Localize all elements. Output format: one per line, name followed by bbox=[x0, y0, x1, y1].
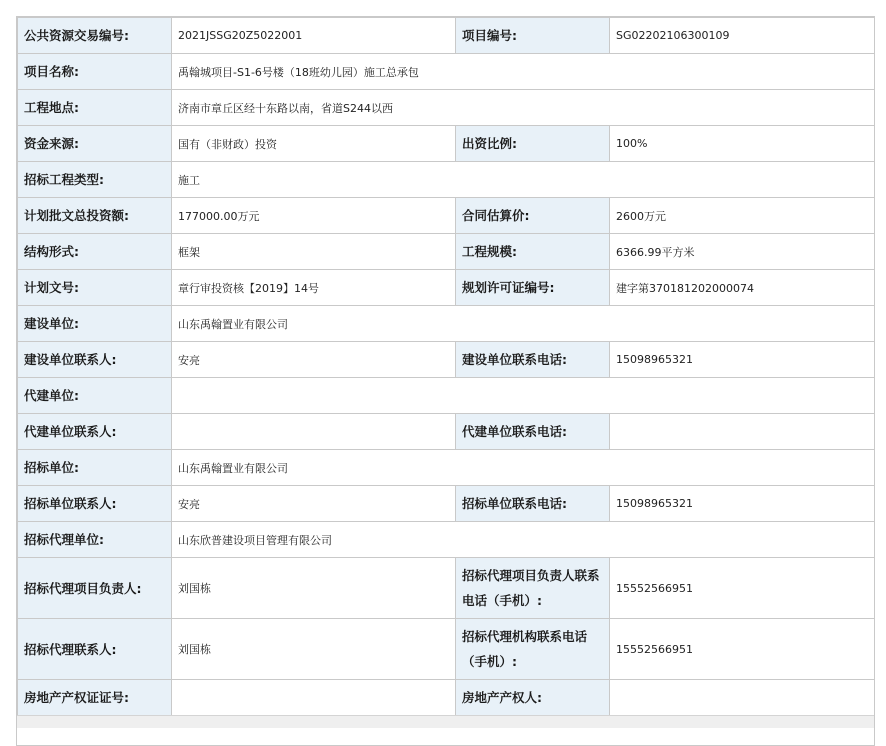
table-row bbox=[18, 680, 875, 716]
field-label: 代建单位联系电话: bbox=[456, 414, 610, 450]
field-value: 山东禹翰置业有限公司 bbox=[172, 450, 875, 486]
field-value: 6366.99平方米 bbox=[610, 234, 875, 270]
table-row bbox=[18, 486, 875, 522]
field-value: 山东欣普建设项目管理有限公司 bbox=[172, 522, 875, 558]
field-value: 安亮 bbox=[172, 342, 456, 378]
field-value: 15098965321 bbox=[610, 342, 875, 378]
table-row bbox=[18, 126, 875, 162]
field-label: 建设单位联系电话: bbox=[456, 342, 610, 378]
table-row bbox=[18, 378, 875, 414]
field-value bbox=[610, 680, 875, 716]
field-value: 15098965321 bbox=[610, 486, 875, 522]
field-value: 建字第370181202000074 bbox=[610, 270, 875, 306]
table-row bbox=[18, 90, 875, 126]
field-value bbox=[610, 414, 875, 450]
field-label: 招标代理单位: bbox=[18, 522, 172, 558]
field-label: 招标代理项目负责人: bbox=[18, 558, 172, 619]
field-value: SG02202106300109 bbox=[610, 18, 875, 54]
table-row bbox=[18, 234, 875, 270]
field-value: 禹翰城项目-S1-6号楼（18班幼儿园）施工总承包 bbox=[172, 54, 875, 90]
field-value: 177000.00万元 bbox=[172, 198, 456, 234]
field-value: 框架 bbox=[172, 234, 456, 270]
field-value: 山东禹翰置业有限公司 bbox=[172, 306, 875, 342]
field-label: 代建单位: bbox=[18, 378, 172, 414]
field-value: 100% bbox=[610, 126, 875, 162]
table-row bbox=[18, 54, 875, 90]
field-label: 工程地点: bbox=[18, 90, 172, 126]
field-label: 招标单位联系人: bbox=[18, 486, 172, 522]
table-row bbox=[18, 619, 875, 680]
field-value bbox=[172, 680, 456, 716]
field-label: 房地产产权证证号: bbox=[18, 680, 172, 716]
field-label: 招标单位联系电话: bbox=[456, 486, 610, 522]
field-label: 招标代理机构联系电话（手机）: bbox=[456, 619, 610, 680]
field-value: 刘国栋 bbox=[172, 619, 456, 680]
field-label: 房地产产权人: bbox=[456, 680, 610, 716]
field-label: 计划文号: bbox=[18, 270, 172, 306]
field-value bbox=[172, 378, 875, 414]
table-row bbox=[18, 450, 875, 486]
field-label: 合同估算价: bbox=[456, 198, 610, 234]
field-label: 计划批文总投资额: bbox=[18, 198, 172, 234]
table-row bbox=[18, 270, 875, 306]
field-label: 项目名称: bbox=[18, 54, 172, 90]
table-row bbox=[18, 306, 875, 342]
field-value: 国有（非财政）投资 bbox=[172, 126, 456, 162]
field-label: 资金来源: bbox=[18, 126, 172, 162]
table-row bbox=[18, 522, 875, 558]
field-value: 安亮 bbox=[172, 486, 456, 522]
table-row bbox=[18, 198, 875, 234]
table-row bbox=[18, 162, 875, 198]
field-label: 招标单位: bbox=[18, 450, 172, 486]
table-row bbox=[18, 18, 875, 54]
field-label: 结构形式: bbox=[18, 234, 172, 270]
field-value: 15552566951 bbox=[610, 619, 875, 680]
field-label: 工程规模: bbox=[456, 234, 610, 270]
field-value: 施工 bbox=[172, 162, 875, 198]
field-label: 建设单位联系人: bbox=[18, 342, 172, 378]
field-value: 章行审投资核【2019】14号 bbox=[172, 270, 456, 306]
field-label: 代建单位联系人: bbox=[18, 414, 172, 450]
field-label: 招标代理项目负责人联系电话（手机）: bbox=[456, 558, 610, 619]
table-row bbox=[18, 414, 875, 450]
field-label: 建设单位: bbox=[18, 306, 172, 342]
table-row bbox=[18, 558, 875, 619]
field-value: 15552566951 bbox=[610, 558, 875, 619]
table-footer-strip bbox=[17, 715, 874, 728]
table-row bbox=[18, 342, 875, 378]
field-value: 2021JSSG20Z5022001 bbox=[172, 18, 456, 54]
field-label: 公共资源交易编号: bbox=[18, 18, 172, 54]
project-info-table bbox=[17, 17, 875, 716]
field-label: 规划许可证编号: bbox=[456, 270, 610, 306]
field-label: 出资比例: bbox=[456, 126, 610, 162]
field-value bbox=[172, 414, 456, 450]
field-label: 招标工程类型: bbox=[18, 162, 172, 198]
field-value: 2600万元 bbox=[610, 198, 875, 234]
field-value: 刘国栋 bbox=[172, 558, 456, 619]
field-value: 济南市章丘区经十东路以南，省道S244以西 bbox=[172, 90, 875, 126]
field-label: 招标代理联系人: bbox=[18, 619, 172, 680]
field-label: 项目编号: bbox=[456, 18, 610, 54]
